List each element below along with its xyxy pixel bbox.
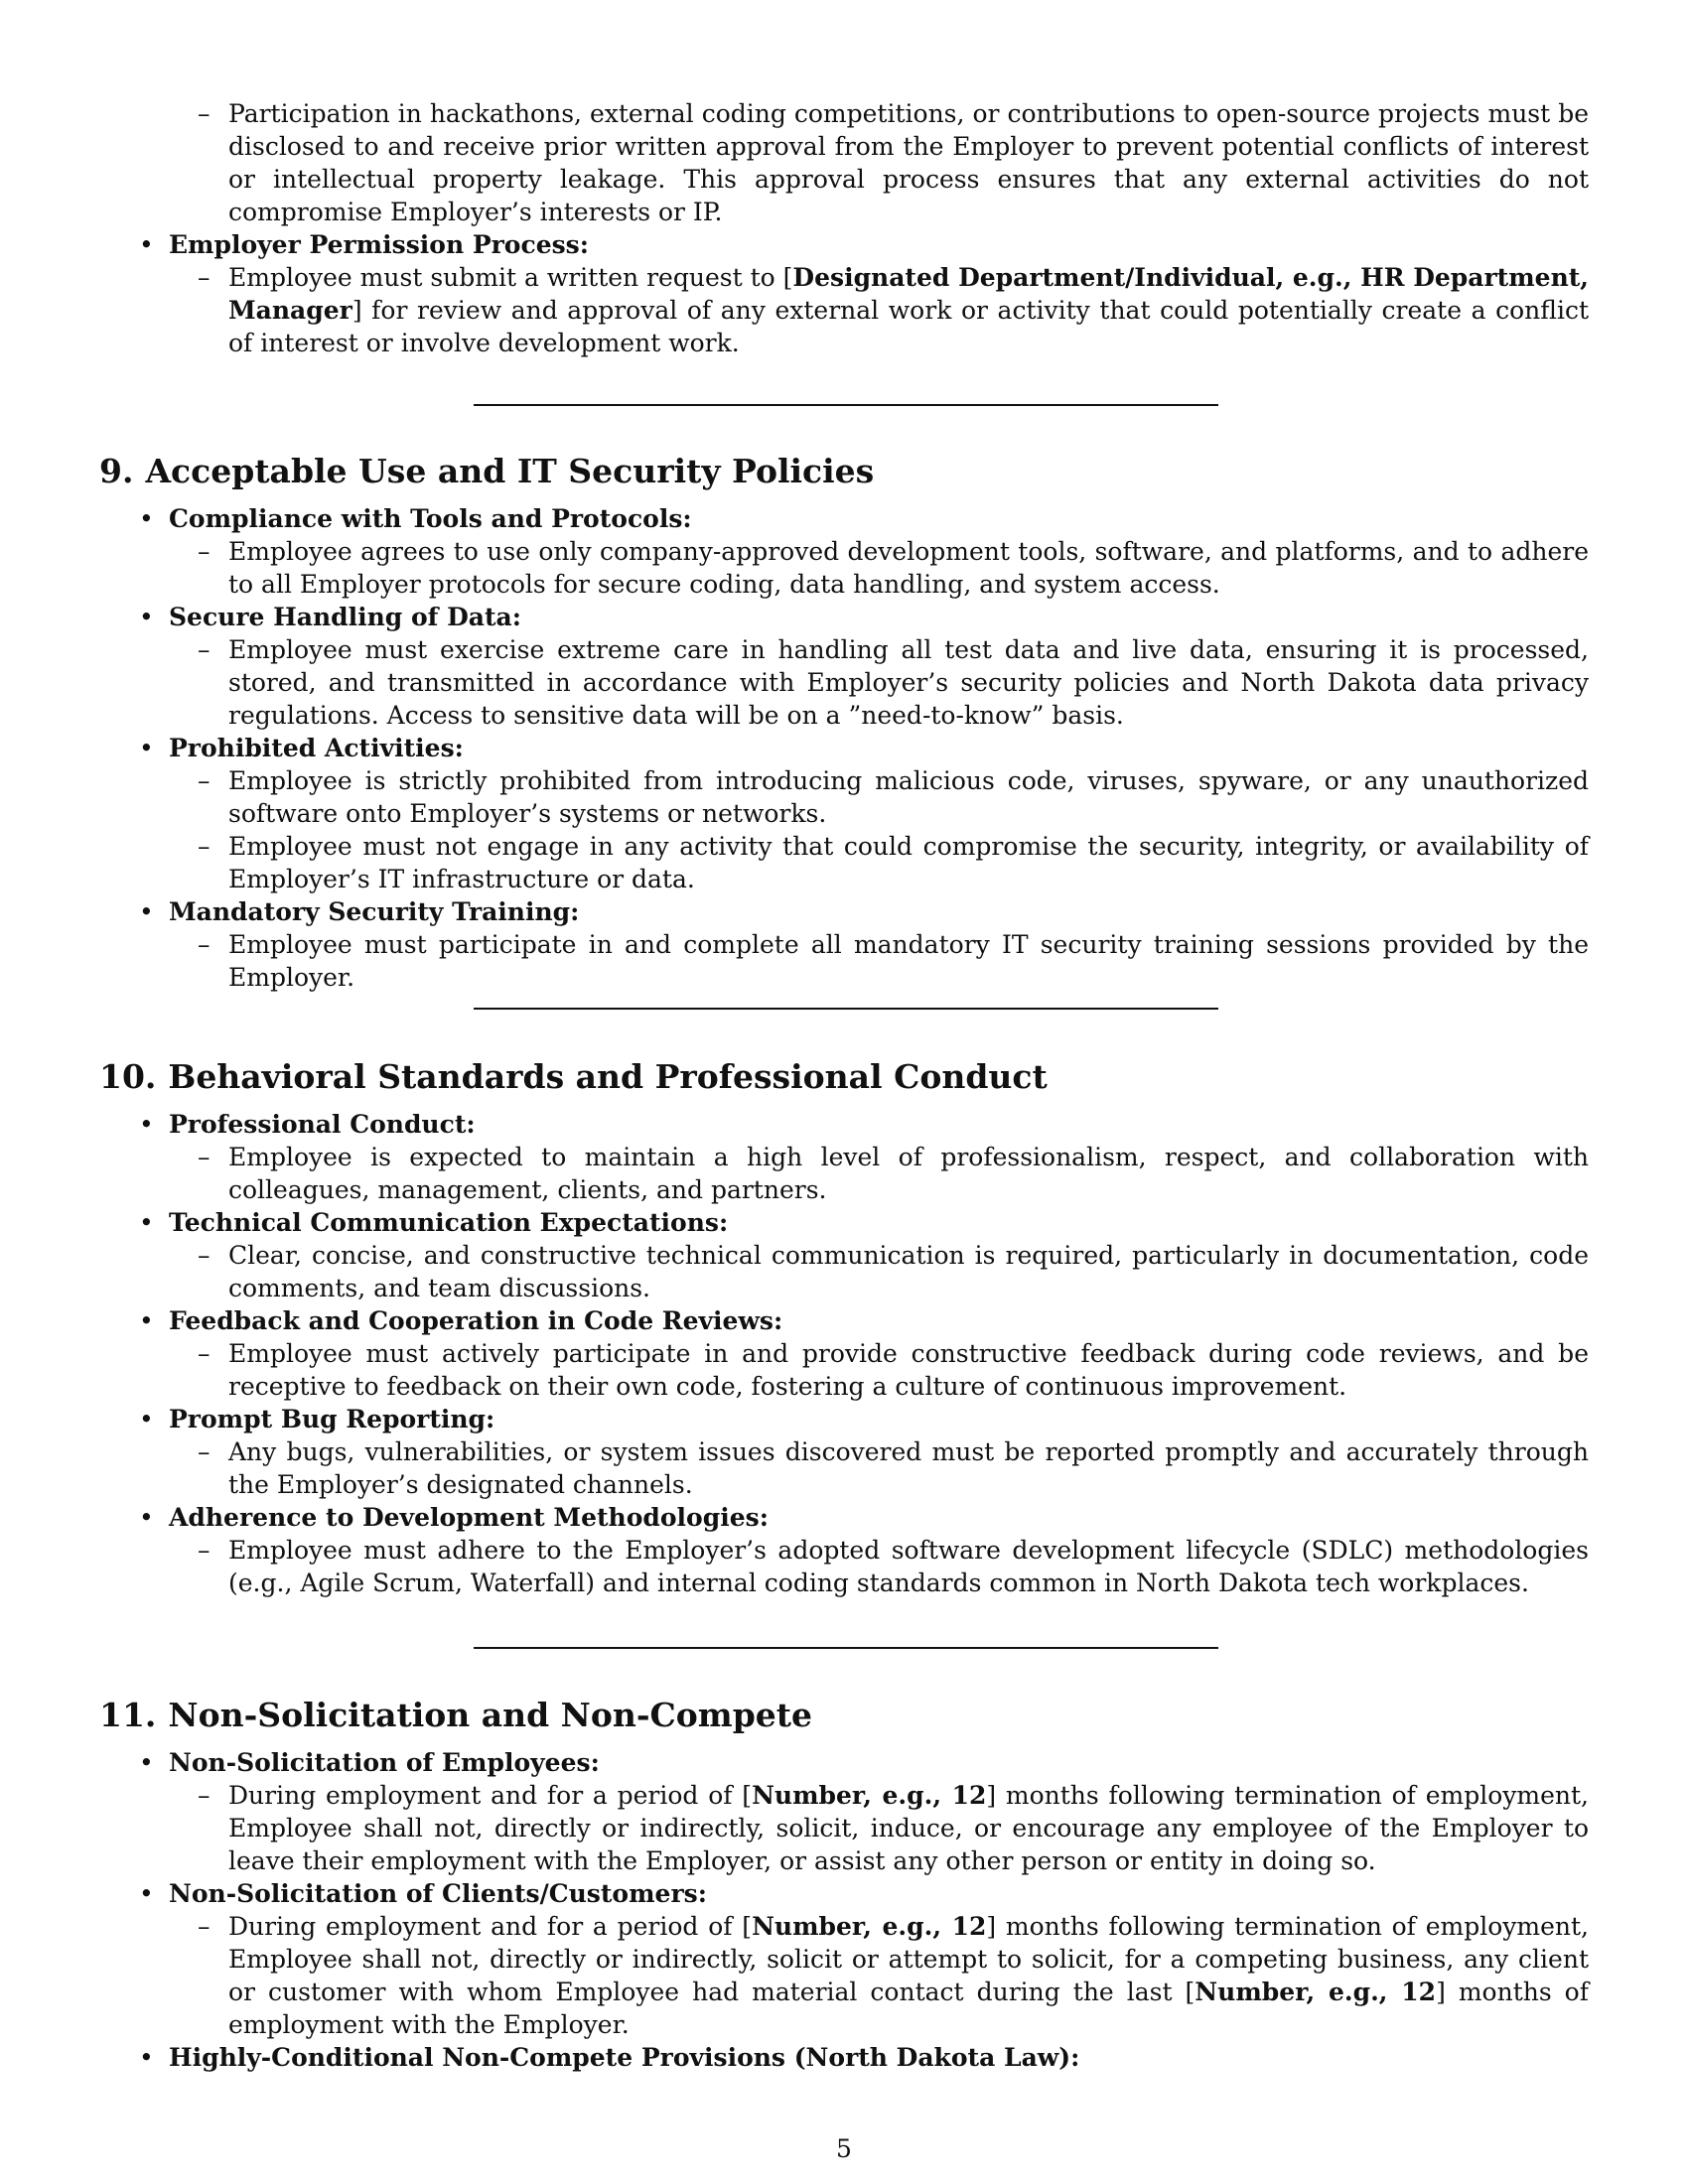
section-divider [474, 1647, 1218, 1649]
sub-item-text: Employee must adhere to the Employer’s adopted software development lifecycle (SDLC) methodologies (e.g., Agile Scrum, Waterfall) and internal coding standards common in North Dakota tech workplaces. [228, 1536, 1589, 1597]
sub-item-text-b: ] months following termination of employment, Employee shall not, directly or indirectly, solicit or attempt to solicit, for a competing business, any client or customer with whom Employee had material contact during the last [ [228, 1912, 1589, 2006]
placeholder-text: Number, e.g., 12 [752, 1781, 987, 1810]
bullet-heading: Non-Solicitation of Clients/Customers: [169, 1879, 707, 1908]
bullet-heading: Non-Solicitation of Employees: [169, 1748, 600, 1777]
sub-item-text: Employee must not engage in any activity that could compromise the security, integrity, or availability of Employer’s IT infrastructure or data. [228, 832, 1589, 893]
sub-item [198, 535, 1589, 601]
bullet-glyph: • [139, 1503, 154, 1532]
bullet-heading: Prohibited Activities: [169, 734, 464, 762]
bullet-item [139, 2041, 1589, 2074]
bullet-heading: Prompt Bug Reporting: [169, 1405, 495, 1433]
bullet-heading: Adherence to Development Methodologies: [169, 1503, 769, 1532]
bullet-item [139, 601, 1589, 633]
bullet-glyph: • [139, 2043, 154, 2072]
sub-item-text-a: During employment and for a period of [ [228, 1781, 753, 1810]
bullet-item [139, 1206, 1589, 1239]
section-number: 11. [99, 1696, 157, 1734]
sub-item-text: Employee must actively participate in and provide constructive feedback during code reviews, and be receptive to feedback on their own code, fostering a culture of continuous improvement. [228, 1339, 1589, 1401]
bullet-heading: Compliance with Tools and Protocols: [169, 504, 692, 533]
sub-item [198, 1910, 1589, 2041]
section-9 [99, 452, 1589, 994]
sub-item-text-a: Employee must submit a written request to [ [228, 263, 793, 292]
sub-item [198, 1435, 1589, 1501]
sub-item-text: Participation in hackathons, external coding competitions, or contributions to open-source projects must be disclosed to and receive prior written approval from the Employer to prevent potential conflicts of interest or intellectual property leakage. This approval process ensures that any external activities do not compromise Employer’s interests or IP. [228, 99, 1589, 226]
bullet-item [139, 1877, 1589, 1910]
sub-item [198, 1141, 1589, 1206]
dash-glyph: – [198, 1339, 211, 1368]
sub-item-text-b: ] months following termination of employment, Employee shall not, directly or indirectly, solicit, induce, or encourage any employee of the Employer to leave their employment with the Employer, or assist any other person or entity in doing so. [228, 1781, 1589, 1875]
bullet-glyph: • [139, 603, 154, 631]
sub-item [198, 764, 1589, 830]
section-number: 9. [99, 452, 134, 490]
bullet-glyph: • [139, 1208, 154, 1237]
bullet-heading: Secure Handling of Data: [169, 603, 521, 631]
bullet-heading: Highly-Conditional Non-Compete Provisions (North Dakota Law): [169, 2043, 1080, 2072]
sub-item [198, 1534, 1589, 1599]
dash-glyph: – [198, 1912, 211, 1941]
sub-item [198, 97, 1589, 228]
sub-item-text: Employee is strictly prohibited from introducing malicious code, viruses, spyware, or any unauthorized software onto Employer’s systems or networks. [228, 766, 1589, 828]
bullet-glyph: • [139, 1306, 154, 1335]
bullet-heading: Professional Conduct: [169, 1110, 476, 1139]
bullet-item [139, 895, 1589, 928]
bullet-heading: Mandatory Security Training: [169, 897, 580, 926]
bullet-item [139, 1108, 1589, 1141]
bullet-glyph: • [139, 897, 154, 926]
dash-glyph: – [198, 930, 211, 959]
section-divider [474, 1008, 1218, 1010]
section-divider [474, 404, 1218, 406]
dash-glyph: – [198, 537, 211, 566]
sub-item [198, 928, 1589, 994]
dash-glyph: – [198, 766, 211, 795]
placeholder-text: Number, e.g., 12 [752, 1912, 987, 1941]
sub-item-text: Clear, concise, and constructive technical communication is required, particularly in documentation, code comments, and team discussions. [228, 1241, 1589, 1302]
bullet-heading: Feedback and Cooperation in Code Reviews: [169, 1306, 783, 1335]
dash-glyph: – [198, 1536, 211, 1565]
sub-item-text-b: ] for review and approval of any external work or activity that could potentially create a conflict of interest or involve development work. [228, 296, 1589, 357]
placeholder-text: Designated Department/Individual, e.g., HR Department, Manager [228, 263, 1589, 325]
placeholder-text: Number, e.g., 12 [1195, 1978, 1437, 2006]
section-title-text: Acceptable Use and IT Security Policies [145, 452, 875, 490]
sub-item-text-c: ] months of employment with the Employer. [228, 1978, 1589, 2039]
section-number: 10. [99, 1057, 157, 1096]
bullet-heading: Employer Permission Process: [169, 230, 589, 259]
page-content [99, 99, 1589, 361]
sub-item-text: Employee must participate in and complete all mandatory IT security training sessions provided by the Employer. [228, 930, 1589, 992]
bullet-item [139, 1501, 1589, 1534]
section-title [99, 1696, 1589, 1735]
sub-item [198, 1337, 1589, 1403]
bullet-item [139, 502, 1589, 535]
dash-glyph: – [198, 1241, 211, 1270]
sub-item-text-a: During employment and for a period of [ [228, 1912, 753, 1941]
bullet-glyph: • [139, 1110, 154, 1139]
sub-item-text: Any bugs, vulnerabilities, or system issues discovered must be reported promptly and accurately through the Employer’s designated channels. [228, 1437, 1589, 1499]
dash-glyph: – [198, 635, 211, 664]
bullet-glyph: • [139, 1748, 154, 1777]
section-11 [99, 1696, 1589, 2074]
bullet-glyph: • [139, 230, 154, 259]
section-title-text: Non-Solicitation and Non-Compete [168, 1696, 813, 1734]
section-title-text: Behavioral Standards and Professional Conduct [168, 1057, 1048, 1096]
dash-glyph: – [198, 1437, 211, 1466]
dash-glyph: – [198, 1143, 211, 1171]
sub-item [198, 261, 1589, 359]
sub-item-text: Employee agrees to use only company-approved development tools, software, and platforms, and to adhere to all Employer protocols for secure coding, data handling, and system access. [228, 537, 1589, 599]
bullet-glyph: • [139, 734, 154, 762]
bullet-item [139, 1746, 1589, 1779]
page-number: 5 [836, 2134, 852, 2163]
bullet-item [139, 732, 1589, 764]
sub-item-text: Employee must exercise extreme care in handling all test data and live data, ensuring it is processed, stored, and transmitted in accordance with Employer’s security policies and North Dakota data privacy regulations. Access to sensitive data will be on a ”need-to-know” basis. [228, 635, 1589, 730]
sub-item [198, 1239, 1589, 1304]
dash-glyph: – [198, 99, 211, 128]
section-title [99, 452, 1589, 491]
bullet-glyph: • [139, 504, 154, 533]
section-10 [99, 1057, 1589, 1599]
bullet-item [139, 1304, 1589, 1337]
sub-item-text: Employee is expected to maintain a high level of professionalism, respect, and collaboration with colleagues, management, clients, and partners. [228, 1143, 1589, 1204]
dash-glyph: – [198, 1781, 211, 1810]
bullet-glyph: • [139, 1405, 154, 1433]
bullet-heading: Technical Communication Expectations: [169, 1208, 729, 1237]
intro-block [99, 97, 1589, 359]
section-title [99, 1057, 1589, 1097]
bullet-item [139, 1403, 1589, 1435]
dash-glyph: – [198, 832, 211, 861]
sub-item [198, 1779, 1589, 1877]
bullet-glyph: • [139, 1879, 154, 1908]
bullet-item [139, 228, 1589, 261]
dash-glyph: – [198, 263, 211, 292]
sub-item [198, 830, 1589, 895]
sub-item [198, 633, 1589, 732]
